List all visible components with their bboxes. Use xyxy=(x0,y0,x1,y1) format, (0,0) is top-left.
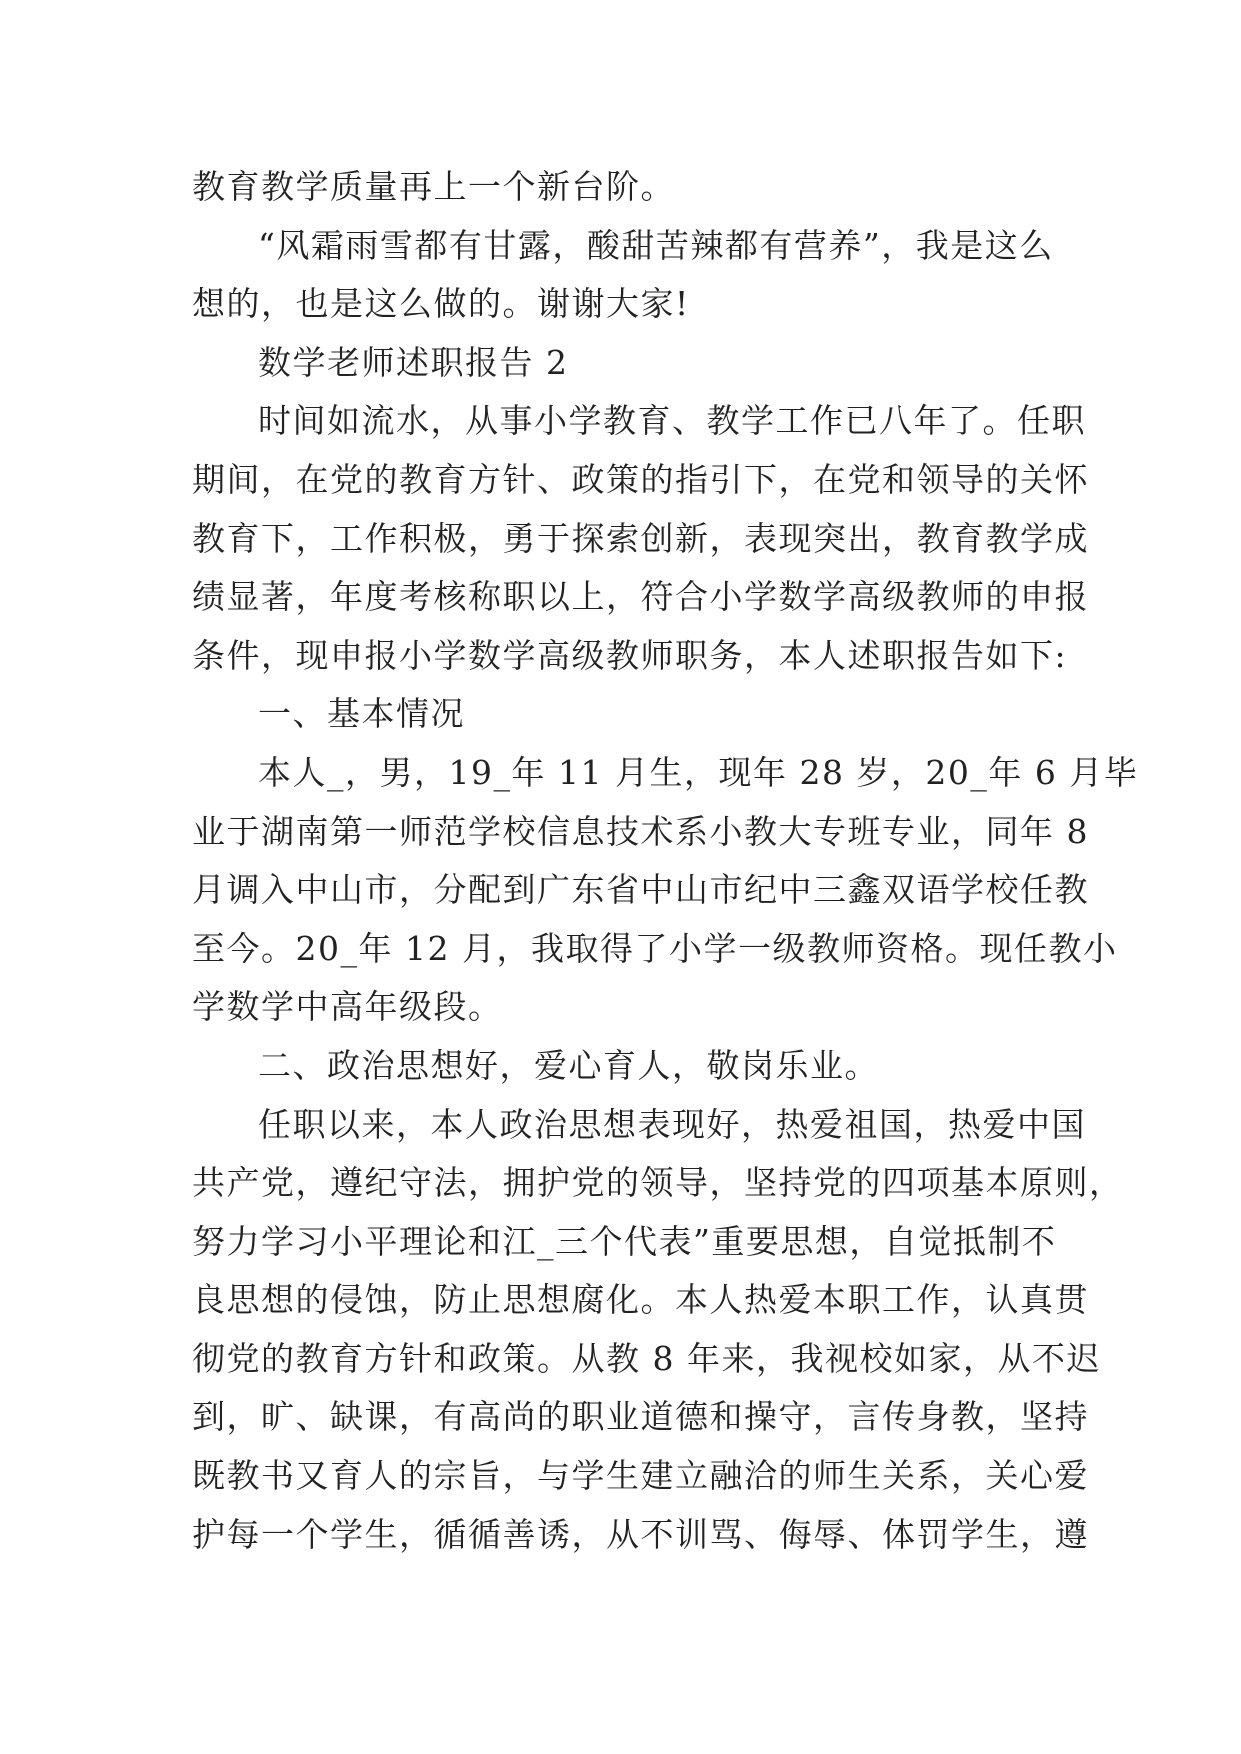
text-line: 既教书又育人的宗旨，与学生建立融洽的师生关系，关心爱 xyxy=(192,1456,1089,1496)
section-heading: 二、政治思想好，爱心育人，敬岗乐业。 xyxy=(258,1045,879,1085)
section-title: 数学老师述职报告 2 xyxy=(258,342,569,382)
text-line: 良思想的侵蚀，防止思想腐化。本人热爱本职工作，认真贯 xyxy=(192,1280,1089,1320)
text-line: 时间如流水，从事小学教育、教学工作已八年了。任职 xyxy=(258,401,1086,441)
text-line: 绩显著，年度考核称职以上，符合小学数学高级教师的申报 xyxy=(192,577,1089,617)
document-body xyxy=(192,158,1139,1564)
section-heading: 一、基本情况 xyxy=(258,694,465,734)
text-line: 本人_，男，19_年 11 月生，现年 28 岁，20_年 6 月毕 xyxy=(258,752,1139,792)
text-line: 月调入中山市，分配到广东省中山市纪中三鑫双语学校任教 xyxy=(192,870,1089,910)
text-line: 至今。20_年 12 月，我取得了小学一级教师资格。现任教小 xyxy=(192,928,1118,968)
text-line: 业于湖南第一师范学校信息技术系小教大专班专业，同年 8 xyxy=(192,811,1089,851)
text-line: 期间，在党的教育方针、政策的指引下，在党和领导的关怀 xyxy=(192,459,1089,499)
text-line: 努力学习小平理论和江_三个代表”重要思想，自觉抵制不 xyxy=(192,1221,1057,1261)
text-line: “风霜雨雪都有甘露，酸甜苦辣都有营养”，我是这么 xyxy=(258,225,1054,265)
text-line: 条件，现申报小学数学高级教师职务，本人述职报告如下: xyxy=(192,635,1068,675)
text-line: 教育教学质量再上一个新台阶。 xyxy=(192,167,675,206)
text-line: 共产党，遵纪守法，拥护党的领导，坚持党的四项基本原则， xyxy=(192,1163,1124,1203)
text-line: 教育下，工作积极，勇于探索创新，表现突出，教育教学成 xyxy=(192,518,1089,558)
text-line: 任职以来，本人政治思想表现好，热爱祖国，热爱中国 xyxy=(258,1104,1086,1144)
text-line: 学数学中高年级段。 xyxy=(192,987,503,1027)
text-line: 护每一个学生，循循善诱，从不训骂、侮辱、体罚学生，遵 xyxy=(192,1514,1089,1554)
text-line: 彻党的教育方针和政策。从教 8 年来，我视校如家，从不迟 xyxy=(192,1338,1101,1378)
text-line: 到，旷、缺课，有高尚的职业道德和操守，言传身教，坚持 xyxy=(192,1397,1089,1437)
text-line: 想的，也是这么做的。谢谢大家! xyxy=(192,284,690,324)
